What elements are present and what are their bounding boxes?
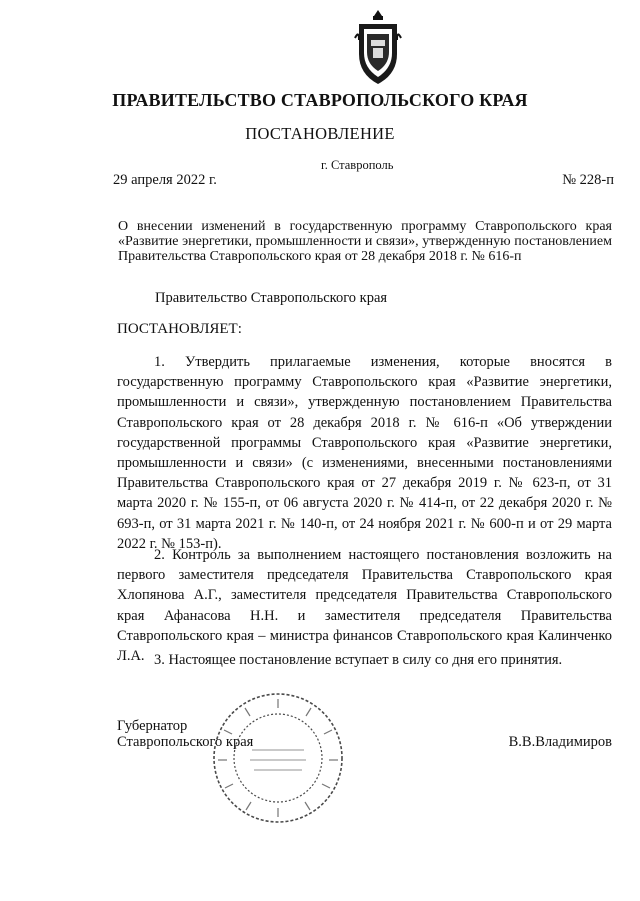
coat-of-arms-icon: [353, 8, 403, 88]
city: г. Ставрополь: [321, 158, 394, 172]
issuing-body: Правительство Ставропольского края: [155, 290, 388, 306]
document-type: ПОСТАНОВЛЕНИЕ: [245, 124, 395, 143]
document-date: 29 апреля 2022 г.: [113, 172, 217, 188]
decrees-heading: ПОСТАНОВЛЯЕТ:: [117, 321, 242, 337]
signatory-title-line-1: Губернатор: [117, 718, 188, 734]
government-title: ПРАВИТЕЛЬСТВО СТАВРОПОЛЬСКОГО КРАЯ: [112, 90, 528, 110]
signatory-title-line-2: Ставропольского края: [117, 734, 254, 750]
paragraph-2: 2. Контроль за выполнением настоящего постановления возложить на первого заместителя председателя Правительства Ставропольского края Хлопянова А.Г., заместителя председателя Правительства Ставропольского края Афанасова Н.Н. и заместителя председателя Правительства Ставропольского края – министра финансов Ставропольского края Калинченко Л.А.: [117, 547, 612, 665]
round-seal-stamp-icon: [210, 690, 346, 826]
signatory-name: В.В.Владимиров: [508, 734, 612, 750]
paragraph-3: 3. Настоящее постановление вступает в силу со дня его принятия.: [154, 652, 563, 668]
document-number: № 228-п: [562, 172, 614, 188]
paragraph-1: 1. Утвердить прилагаемые изменения, которые вносятся в государственную программу Ставропольского края «Развитие энергетики, промышленности и связи», утвержденную постановлением Правительства Ставропольского края от 28 декабря 2018 г. № 616-п «Об утверждении государственной программы Ставропольского края «Развитие энергетики, промышленности и связи» (с изменениями, внесенными постановлениями Правительства Ставропольского края от 27 декабря 2019 г. № 623-п, от 31 марта 2020 г. № 155-п, от 06 августа 2020 г. № 414-п, от 22 декабря 2020 г. № 693-п, от 31 марта 2021 г. № 140-п, от 24 ноября 2021 г. № 600-п и от 29 марта 2022 г. № 153-п).: [117, 354, 612, 552]
document-subject: О внесении изменений в государственную программу Ставропольского края «Развитие энергетики, промышленности и связи», утвержденную постановлением Правительства Ставропольского края от 28 декабря 2018 г. № 616-п: [118, 219, 612, 264]
